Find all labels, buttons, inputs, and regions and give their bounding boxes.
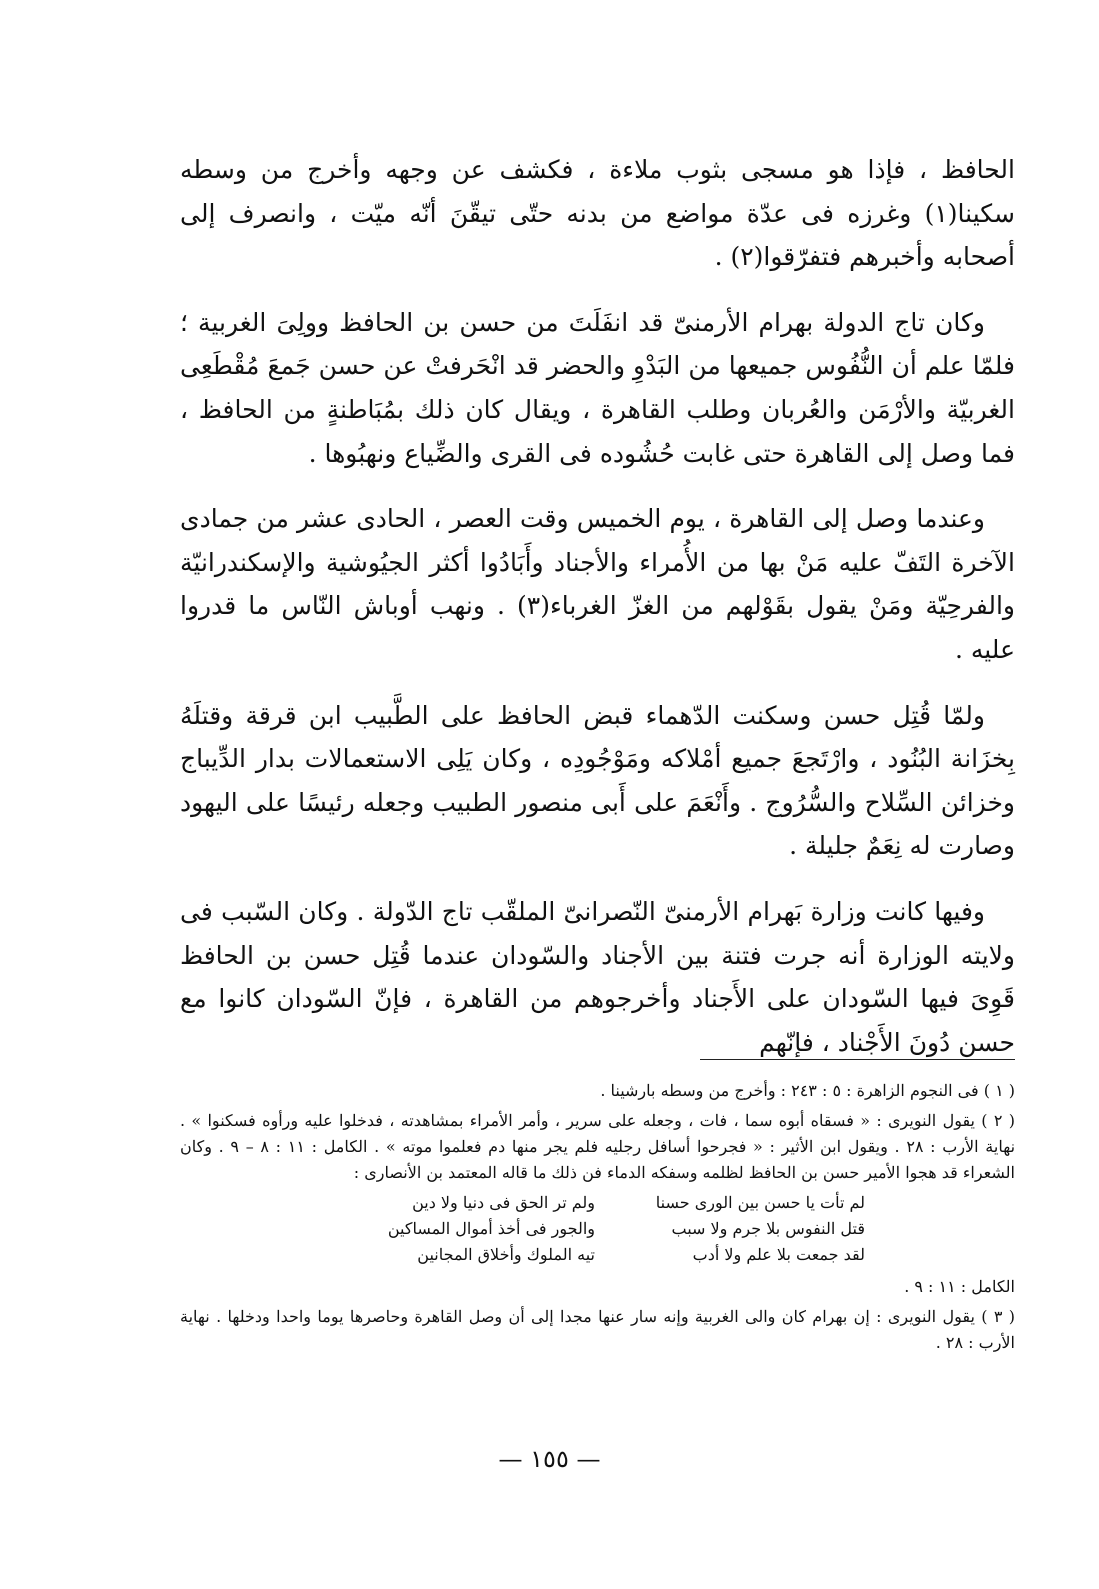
page-number: — ١٥٥ — xyxy=(498,1445,601,1473)
paragraph-2: وكان تاج الدولة بهرام الأرمنىّ قد انفَلَتَ من حسن بن الحافظ وولِىَ الغربية ؛ فلمّا علم أن النُّفُوس جميعها من البَدْوِ والحضر قد انْحَرفتْ عن حسن جَمعَ مُقْطَعِى الغربيّة والأرْمَن والعُربان وطلب القاهرة ، ويقال كان ذلك بمُبَاطنةٍ من الحافظ ، فما وصل إلى القاهرة حتى غابت حُشُوده فى القرى والضِّياع ونهبُوها . xyxy=(180,307,1015,468)
footnote-divider xyxy=(700,1059,1015,1060)
paragraph-4: ولمّا قُتِل حسن وسكنت الدّهماء قبض الحافظ على الطَّبيب ابن قرقة وقتلَهُ بِخزَانة البُنُود ، وارْتَجعَ جميع أمْلاكه ومَوْجُودِه ، وكان يَلِى الاستعمالات بدار الدِّيباج وخزائن السِّلاح والسُّرُوج . وأَنْعَمَ على أَبى منصور الطبيب وجعله رئيسًا على اليهود وصارت له نِعَمٌ جليلة . xyxy=(180,700,1015,861)
poem-verse xyxy=(180,1216,1015,1242)
footnote-3: ( ٣ ) يقول النويرى : إن بهرام كان والى الغربية وإنه سار عنها مجدا إلى أن وصل القاهرة وحاصرها يوما واحدا ودخلها . نهاية الأرب : ٢٨ . xyxy=(180,1307,1016,1352)
verse-hemistich: ولم تر الحق فى دنيا ولا دين xyxy=(412,1193,595,1212)
poem-verse xyxy=(180,1190,1015,1216)
verse-hemistich: لقد جمعت بلا علم ولا أدب xyxy=(692,1245,865,1264)
verse-hemistich: لم تأت يا حسن بين الورى حسنا xyxy=(655,1193,865,1212)
main-text xyxy=(180,148,1015,1086)
footnote-2-reference: الكامل : ١١ : ٩ . xyxy=(904,1277,1015,1296)
verse-hemistich: والجور فى أخذ أموال المساكين xyxy=(387,1219,595,1238)
footnotes xyxy=(180,1078,1015,1360)
poem-verse xyxy=(180,1242,1015,1268)
verse-hemistich: تيه الملوك وأخلاق المجانين xyxy=(417,1245,595,1264)
footnote-1: ( ١ ) فى النجوم الزاهرة : ٥ : ٢٤٣ : وأخرج من وسطه بارشينا . xyxy=(600,1081,1015,1100)
paragraph-1: الحافظ ، فإذا هو مسجى بثوب ملاءة ، فكشف عن وجهه وأخرج من وسطه سكينا(١) وغرزه فى عدّة مواضع من بدنه حتّى تيقّنَ أنّه ميّت ، وانصرف إلى أصحابه وأخبرهم فتفرّقوا(٢) . xyxy=(180,155,1015,272)
paragraph-5: وفيها كانت وزارة بَهرام الأرمنىّ النّصرانىّ الملقّب تاج الدّولة . وكان السّبب فى ولايته الوزارة أنه جرت فتنة بين الأجناد والسّودان عندما قُتِل حسن بن الحافظ قَوِىَ فيها السّودان على الأَجناد وأخرجوهم من القاهرة ، فإنّ السّودان كانوا مع حسن دُونَ الأَجْناد ، فإنّهم xyxy=(180,896,1015,1057)
footnote-poem xyxy=(180,1190,1015,1268)
paragraph-3: وعندما وصل إلى القاهرة ، يوم الخميس وقت العصر ، الحادى عشر من جمادى الآخرة التَفّ عليه مَنْ بها من الأُمراء والأجناد وأَبَادُوا أكثر الجيُوشية والإسكندرانيّة والفرحِيّة ومَنْ يقول بقَوْلهم من الغزّ الغرباء(٣) . ونهب أوباش النّاس ما قدروا عليه . xyxy=(180,504,1015,664)
footnote-2: ( ٢ ) يقول النويرى : « فسقاه أبوه سما ، فات ، وجعله على سرير ، وأمر الأمراء بمشاهدته ، فدخلوا عليه ورأوه فسكنوا » . نهاية الأرب : ٢٨ . ويقول ابن الأثير : « فجرحوا أسافل رجليه فلم يجر منها دم فعلموا موته » . الكامل : ١١ : ٨ – ٩ . وكان الشعراء قد هجوا الأمير حسن بن الحافظ لظلمه وسفكه الدماء فن ذلك ما قاله المعتمد بن الأنصارى : xyxy=(180,1111,1016,1182)
verse-hemistich: قتل النفوس بلا جرم ولا سبب xyxy=(671,1219,865,1238)
